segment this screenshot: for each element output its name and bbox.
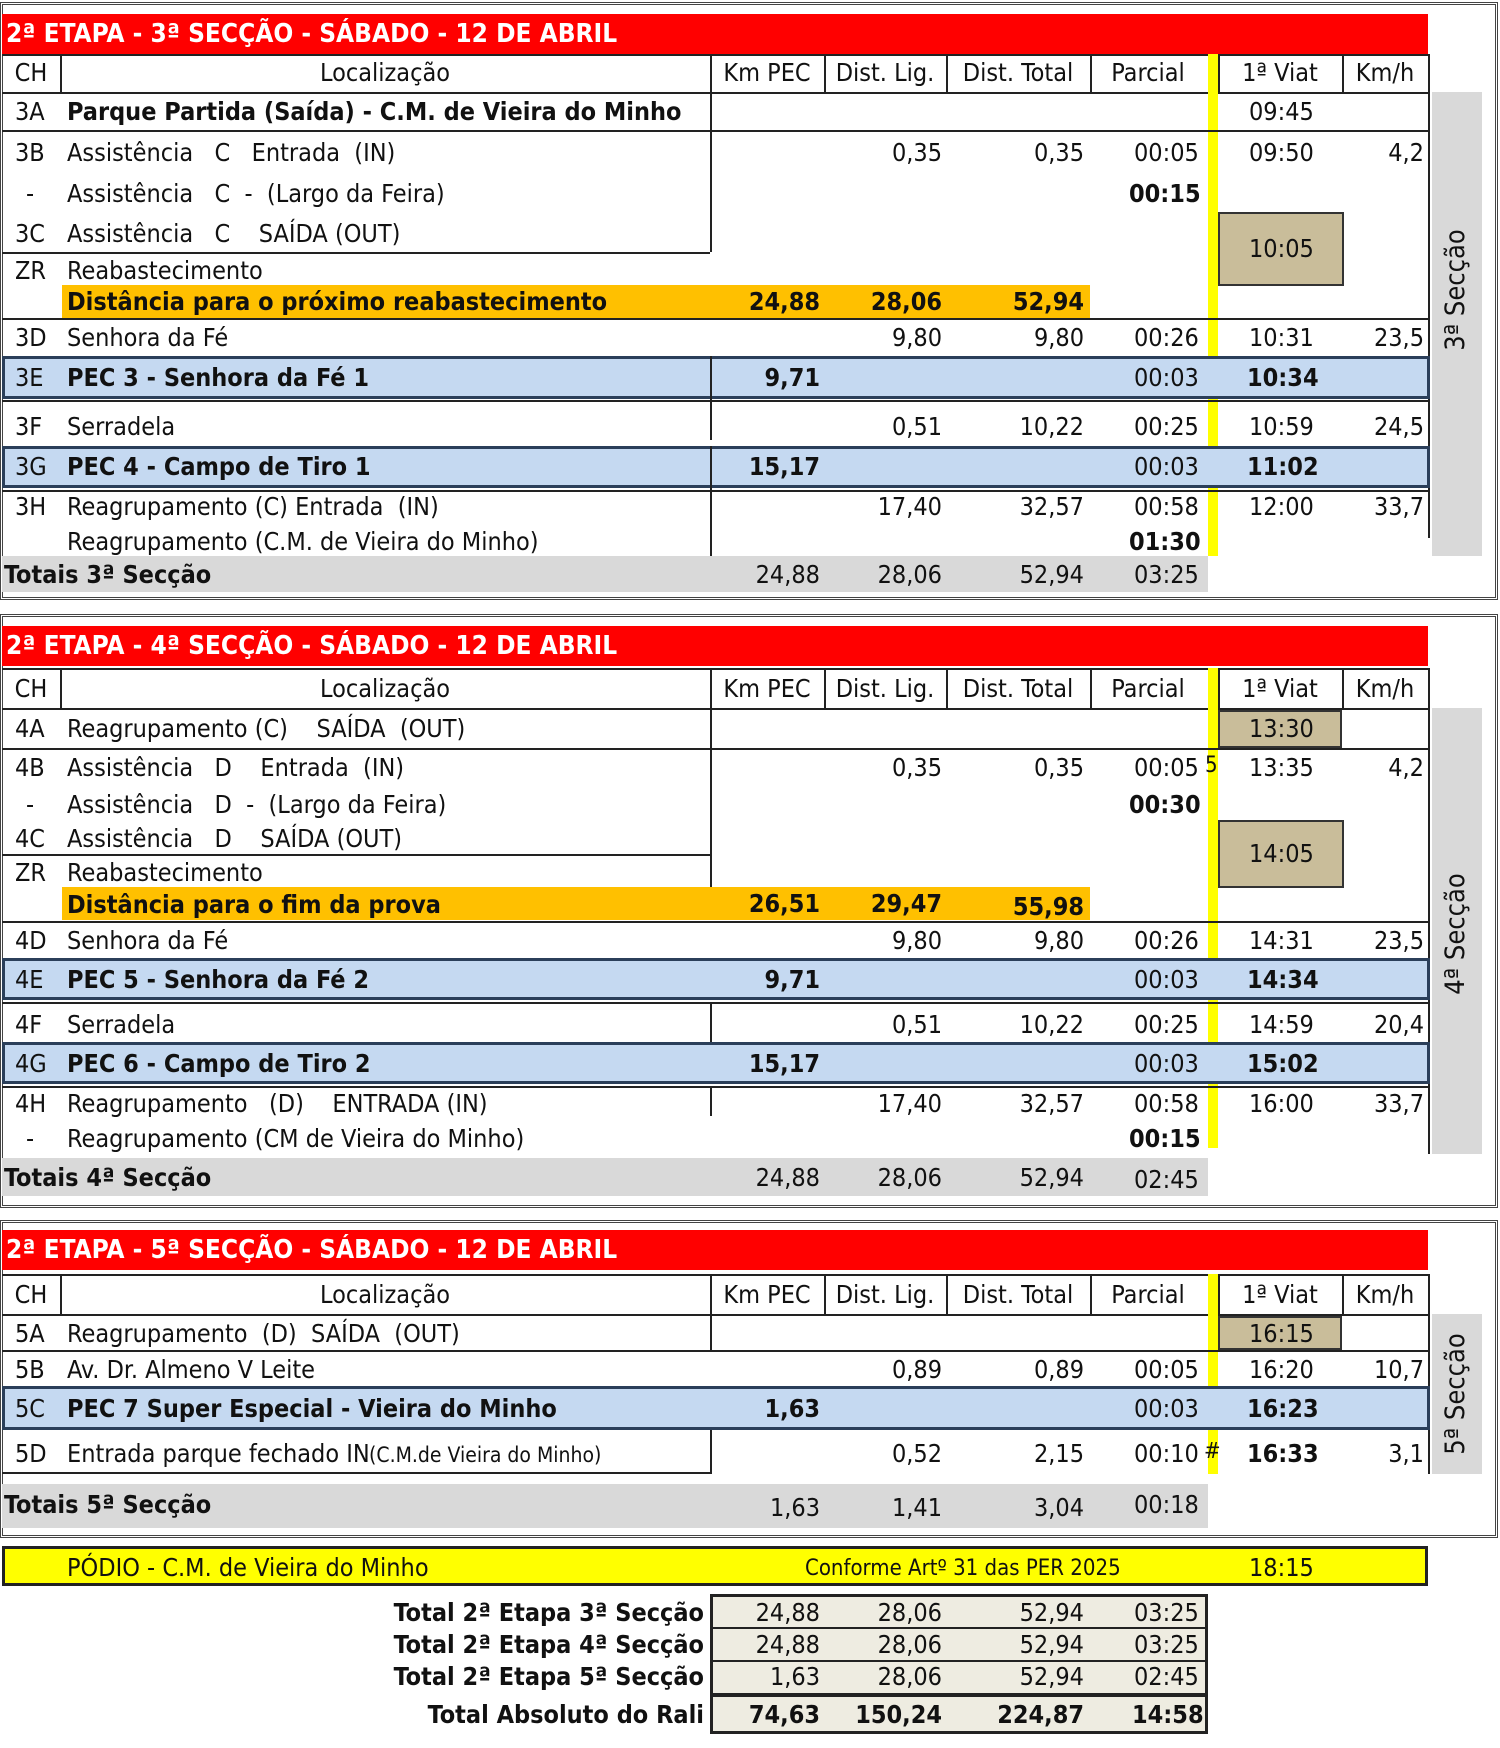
podium-time: 18:15 xyxy=(1249,1553,1314,1582)
col-ch-s5: CH xyxy=(14,1280,48,1309)
section-3-title: 2ª ETAPA - 3ª SECÇÃO - SÁBADO - 12 DE ABRIL xyxy=(2,14,1428,54)
col-ch-s4: CH xyxy=(14,674,48,703)
section-4-title: 2ª ETAPA - 4ª SECÇÃO - SÁBADO - 12 DE ABRIL xyxy=(2,626,1428,666)
podium-note: Conforme Artº 31 das PER 2025 xyxy=(805,1556,1121,1581)
col-dist-lig-s4: Dist. Lig. xyxy=(835,674,935,703)
col-km-pec-s5: Km PEC xyxy=(723,1280,811,1309)
section-3-side-label: 3ª Secção xyxy=(1440,229,1471,351)
col-km-pec-s4: Km PEC xyxy=(723,674,811,703)
col-localizacao-s5: Localização xyxy=(320,1280,450,1309)
col-1a-viat-s4: 1ª Viat xyxy=(1242,674,1318,703)
col-dist-total-s5: Dist. Total xyxy=(962,1280,1074,1309)
col-1a-viat-s5: 1ª Viat xyxy=(1242,1280,1318,1309)
section-5-title: 2ª ETAPA - 5ª SECÇÃO - SÁBADO - 12 DE ABRIL xyxy=(2,1230,1428,1270)
col-parcial-s4: Parcial xyxy=(1111,674,1185,703)
col-dist-lig-s5: Dist. Lig. xyxy=(835,1280,935,1309)
col-km-pec: Km PEC xyxy=(723,58,811,87)
col-dist-total: Dist. Total xyxy=(962,58,1074,87)
col-kmh: Km/h xyxy=(1355,58,1415,87)
col-kmh-s4: Km/h xyxy=(1355,674,1415,703)
col-parcial: Parcial xyxy=(1111,58,1185,87)
podium-label: PÓDIO - C.M. de Vieira do Minho xyxy=(67,1553,429,1582)
col-ch: CH xyxy=(14,58,48,87)
col-parcial-s5: Parcial xyxy=(1111,1280,1185,1309)
section-4-side-label: 4ª Secção xyxy=(1440,873,1471,995)
section-5-side-label: 5ª Secção xyxy=(1440,1333,1471,1455)
col-1a-viat: 1ª Viat xyxy=(1242,58,1318,87)
col-localizacao: Localização xyxy=(320,58,450,87)
col-dist-total-s4: Dist. Total xyxy=(962,674,1074,703)
col-localizacao-s4: Localização xyxy=(320,674,450,703)
col-kmh-s5: Km/h xyxy=(1355,1280,1415,1309)
col-dist-lig: Dist. Lig. xyxy=(835,58,935,87)
